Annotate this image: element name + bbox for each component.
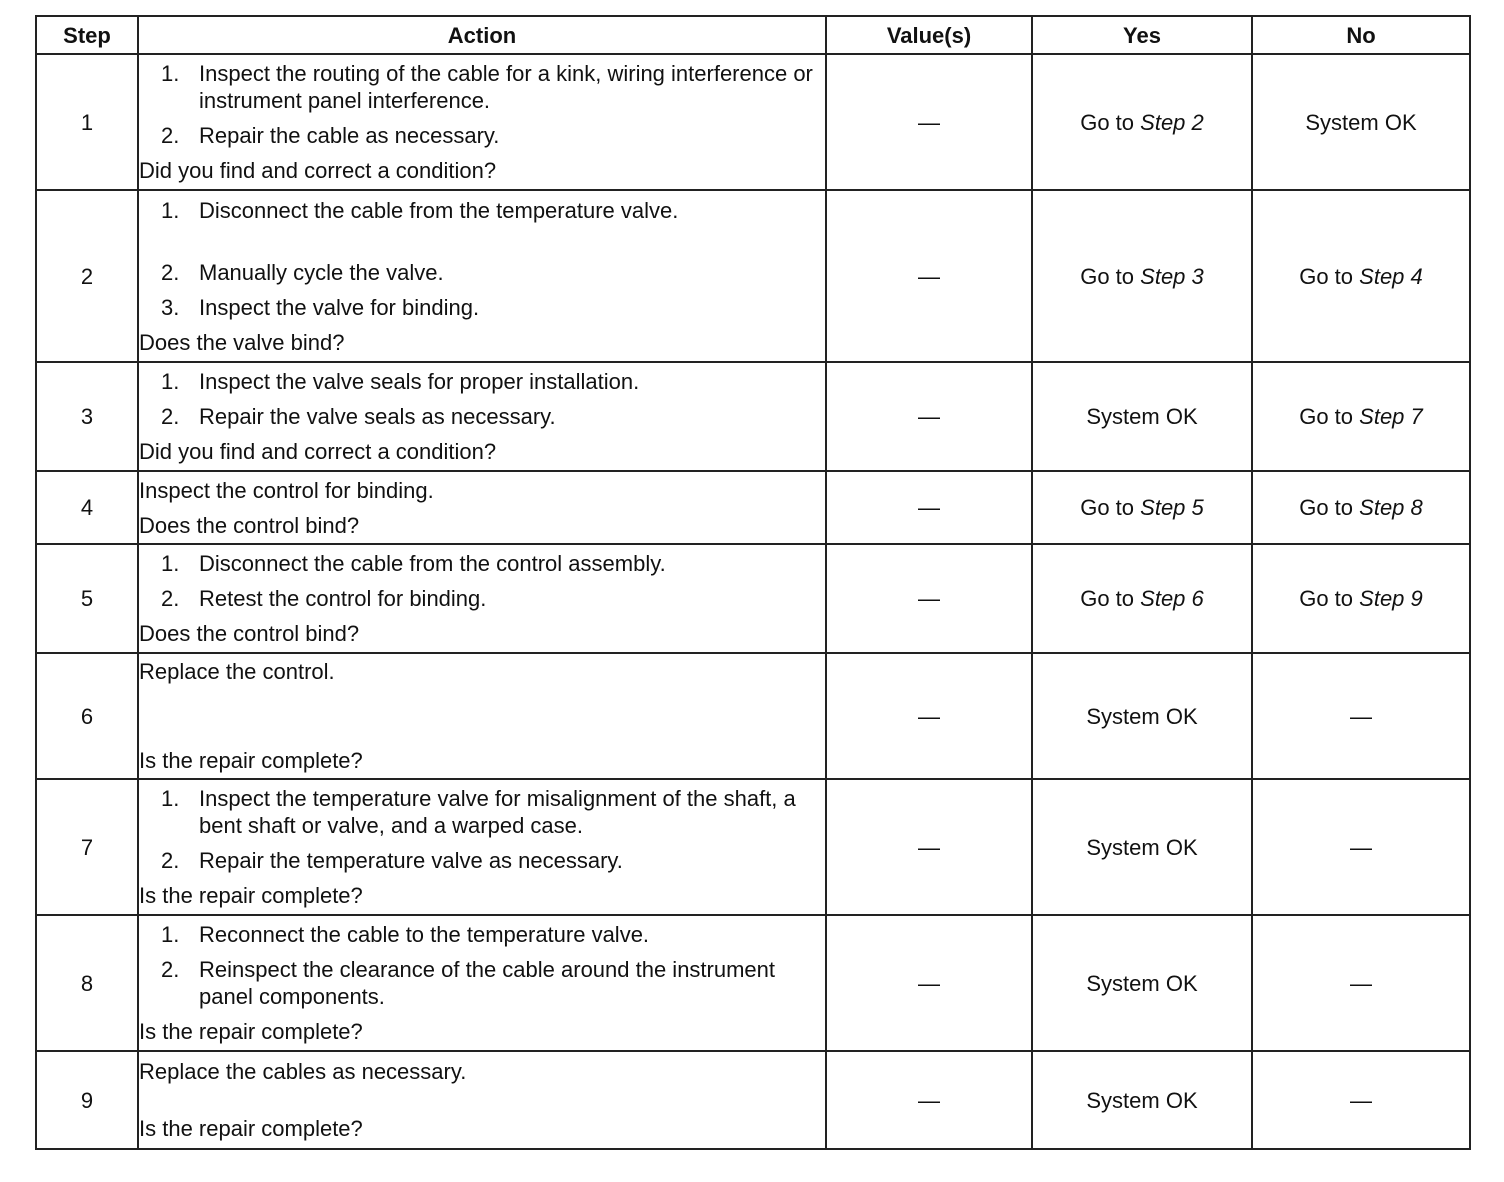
step-number: 5: [36, 544, 138, 653]
value-cell: [826, 1051, 1032, 1149]
table-row: [36, 471, 1470, 544]
yes-prefix: Go to: [1080, 495, 1135, 520]
value-cell: [826, 471, 1032, 544]
action-cell: [138, 915, 826, 1051]
value-cell: [826, 362, 1032, 471]
action-item: [139, 550, 825, 577]
item-text: Repair the valve seals as necessary.: [199, 404, 556, 429]
item-number: 1.: [161, 197, 180, 223]
item-text: Inspect the valve seals for proper installation.: [199, 369, 640, 394]
no-prefix: Go to: [1299, 586, 1354, 611]
header-step: Step: [36, 16, 138, 54]
item-number: 2.: [161, 123, 180, 148]
no-dash: —: [1350, 703, 1372, 729]
action-item: [139, 847, 825, 874]
no-text: System OK: [1305, 109, 1417, 135]
value-dash: —: [918, 109, 940, 135]
no-cell: [1252, 915, 1470, 1051]
action-question: Is the repair complete?: [139, 883, 363, 908]
action-cell: [138, 190, 826, 362]
diagnostic-table: [35, 15, 1471, 1150]
no-cell: [1252, 362, 1470, 471]
value-dash: —: [918, 1087, 940, 1113]
item-number: 1.: [161, 786, 180, 811]
action-question: Did you find and correct a condition?: [139, 439, 497, 464]
header-row: [36, 16, 1470, 54]
yes-prefix: Go to: [1080, 586, 1135, 611]
action-item: [139, 294, 825, 321]
yes-cell: [1032, 190, 1252, 362]
item-text: Inspect the temperature valve for misalignment of the shaft, a bent shaft or valve, and a warped case.: [199, 786, 796, 838]
item-number: 2.: [161, 957, 180, 982]
item-number: 2.: [161, 259, 180, 285]
action-text: Replace the cables as necessary.: [139, 1059, 467, 1084]
no-dash: —: [1350, 970, 1372, 996]
action-list: [139, 921, 825, 1010]
yes-cell: [1032, 1051, 1252, 1149]
action-item: [139, 956, 825, 1010]
action-cell: [138, 471, 826, 544]
table-row: [36, 54, 1470, 190]
action-cell: [138, 362, 826, 471]
action-item: [139, 122, 825, 149]
value-cell: [826, 653, 1032, 779]
step-number: 3: [36, 362, 138, 471]
header-action: Action: [138, 16, 826, 54]
step-number: 9: [36, 1051, 138, 1149]
item-number: 2.: [161, 848, 180, 873]
item-text: Disconnect the cable from the control assembly.: [199, 551, 666, 576]
item-text: Inspect the valve for binding.: [199, 294, 480, 320]
value-cell: [826, 915, 1032, 1051]
yes-step-ref: Step 3: [1140, 263, 1204, 289]
item-text: Repair the temperature valve as necessary.: [199, 848, 623, 873]
item-number: 1.: [161, 551, 180, 576]
item-text: Reinspect the clearance of the cable around the instrument panel components.: [199, 957, 776, 1009]
action-question: Does the valve bind?: [139, 329, 345, 355]
step-number: 7: [36, 779, 138, 915]
action-text: Inspect the control for binding.: [139, 477, 434, 503]
action-cell: [138, 544, 826, 653]
no-prefix: Go to: [1299, 404, 1354, 429]
action-list: [139, 785, 825, 874]
no-cell: [1252, 471, 1470, 544]
yes-text: System OK: [1086, 834, 1198, 860]
action-question: Is the repair complete?: [139, 1019, 363, 1044]
item-number: 1.: [161, 369, 180, 394]
action-item: [139, 368, 825, 395]
no-cell: [1252, 190, 1470, 362]
yes-cell: [1032, 544, 1252, 653]
yes-text: System OK: [1086, 970, 1198, 996]
item-number: 1.: [161, 61, 180, 86]
value-dash: —: [918, 586, 940, 611]
item-text: Inspect the routing of the cable for a kink, wiring interference or instrument panel interference.: [199, 61, 813, 113]
table-row: [36, 362, 1470, 471]
item-number: 2.: [161, 586, 180, 611]
value-dash: —: [918, 703, 940, 729]
item-text: Disconnect the cable from the temperature valve.: [199, 197, 679, 223]
item-number: 1.: [161, 922, 180, 947]
step-number: 1: [36, 54, 138, 190]
yes-cell: [1032, 915, 1252, 1051]
action-item: [139, 785, 825, 839]
table-row: [36, 1051, 1470, 1149]
action-item: [139, 585, 825, 612]
value-dash: —: [918, 495, 940, 520]
value-dash: —: [918, 263, 940, 289]
table-row: [36, 653, 1470, 779]
item-text: Retest the control for binding.: [199, 586, 487, 611]
no-step-ref: Step 4: [1359, 263, 1423, 289]
no-step-ref: Step 9: [1359, 586, 1423, 611]
header-yes: Yes: [1032, 16, 1252, 54]
item-text: Reconnect the cable to the temperature valve.: [199, 922, 650, 947]
item-text: Manually cycle the valve.: [199, 259, 444, 285]
action-question: Is the repair complete?: [139, 748, 363, 773]
yes-text: System OK: [1086, 703, 1198, 729]
item-text: Repair the cable as necessary.: [199, 123, 500, 148]
no-cell: [1252, 653, 1470, 779]
yes-cell: [1032, 653, 1252, 779]
value-cell: [826, 779, 1032, 915]
no-prefix: Go to: [1299, 495, 1354, 520]
value-dash: —: [918, 834, 940, 860]
no-step-ref: Step 8: [1359, 495, 1423, 520]
value-dash: —: [918, 970, 940, 996]
action-text: Replace the control.: [139, 659, 335, 684]
value-cell: [826, 190, 1032, 362]
action-question: Is the repair complete?: [139, 1116, 363, 1141]
yes-cell: [1032, 54, 1252, 190]
no-dash: —: [1350, 1087, 1372, 1113]
table-row: [36, 544, 1470, 653]
no-step-ref: Step 7: [1359, 404, 1423, 429]
action-list: [139, 550, 825, 612]
no-dash: —: [1350, 834, 1372, 860]
action-question: Does the control bind?: [139, 621, 360, 646]
action-item: [139, 921, 825, 948]
no-cell: [1252, 544, 1470, 653]
action-cell: [138, 779, 826, 915]
header-no: No: [1252, 16, 1470, 54]
table-row: [36, 915, 1470, 1051]
yes-step-ref: Step 6: [1140, 586, 1204, 611]
step-number: 6: [36, 653, 138, 779]
step-number: 8: [36, 915, 138, 1051]
no-cell: [1252, 54, 1470, 190]
action-question: Does the control bind?: [139, 512, 360, 538]
yes-prefix: Go to: [1080, 109, 1135, 135]
yes-step-ref: Step 5: [1140, 495, 1204, 520]
action-item: [139, 259, 825, 286]
action-cell: [138, 1051, 826, 1149]
step-number: 2: [36, 190, 138, 362]
value-cell: [826, 54, 1032, 190]
header-values: Value(s): [826, 16, 1032, 54]
yes-cell: [1032, 471, 1252, 544]
item-number: 3.: [161, 294, 180, 320]
yes-cell: [1032, 779, 1252, 915]
action-cell: [138, 54, 826, 190]
table-row: [36, 779, 1470, 915]
yes-prefix: Go to: [1080, 263, 1135, 289]
action-item: [139, 60, 825, 114]
yes-text: System OK: [1086, 1087, 1198, 1113]
yes-text: System OK: [1086, 404, 1198, 429]
yes-cell: [1032, 362, 1252, 471]
action-question: Did you find and correct a condition?: [139, 158, 497, 183]
step-number: 4: [36, 471, 138, 544]
yes-step-ref: Step 2: [1140, 109, 1204, 135]
no-cell: [1252, 779, 1470, 915]
no-cell: [1252, 1051, 1470, 1149]
no-prefix: Go to: [1299, 263, 1354, 289]
item-number: 2.: [161, 404, 180, 429]
action-cell: [138, 653, 826, 779]
table-row: [36, 190, 1470, 362]
action-item: [139, 403, 825, 430]
value-dash: —: [918, 404, 940, 429]
action-list: [139, 368, 825, 430]
action-item: [139, 197, 825, 224]
action-list: [139, 197, 825, 321]
value-cell: [826, 544, 1032, 653]
action-list: [139, 60, 825, 149]
